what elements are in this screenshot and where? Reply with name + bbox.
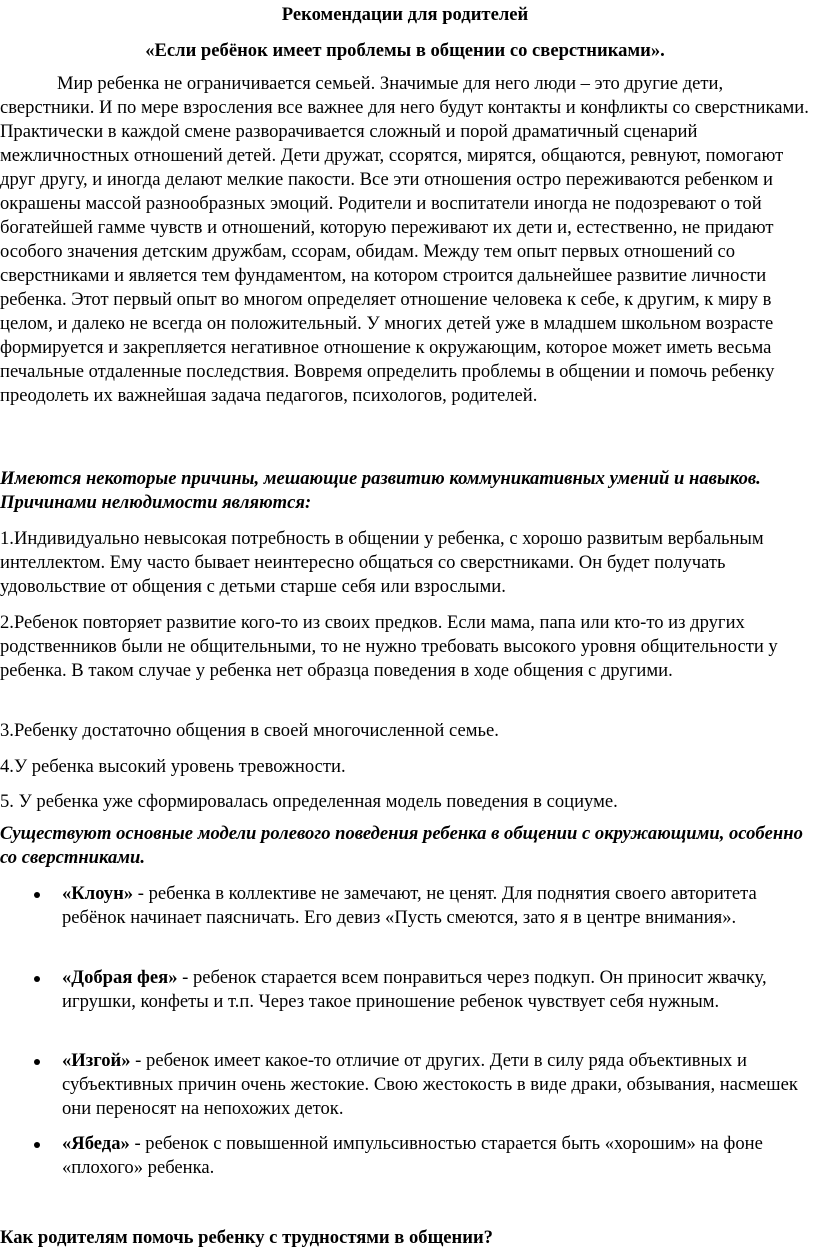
models-heading: Существуют основные модели ролевого поведения ребенка в общении с окружающими, особенно со сверстниками.: [0, 823, 803, 868]
model-name: «Ябеда»: [62, 1133, 130, 1154]
bullet-icon: [34, 1059, 40, 1065]
bullet-icon: [34, 976, 40, 982]
model-name: «Добрая фея»: [62, 967, 178, 988]
list-item: [62, 1132, 807, 1180]
model-text: - ребенка в коллективе не замечают, не ценят. Для поднятия своего авторитета ребёнок начинает паясничать. Его девиз «Пусть смеются, зато я в центре внимания».: [62, 883, 757, 928]
list-item: [62, 1049, 807, 1121]
cause-item: 3.Ребенку достаточно общения в своей многочисленной семье.: [0, 720, 499, 741]
bullet-icon: [34, 1142, 40, 1148]
model-name: «Клоун»: [62, 883, 134, 904]
model-name: «Изгой»: [62, 1050, 131, 1071]
list-item: [62, 882, 807, 930]
intro-paragraph: Мир ребенка не ограничивается семьей. Значимые для него люди – это другие дети, сверстники. И по мере взросления все важнее для него будут контакты и конфликты со сверстниками. Практически в каждой смене разворачивается сложный и порой драматичный сценарий межличностных отношений детей. Дети дружат, ссорятся, мирятся, общаются, ревнуют, помогают друг другу, и иногда делают мелкие пакости. Все эти отношения остро переживаются ребенком и окрашены массой разнообразных эмоций. Родители и воспитатели иногда не подозревают о той богатейшей гамме чувств и отношений, которую переживают их дети и, естественно, не придают особого значения детским дружбам, ссорам, обидам. Между тем опыт первых отношений со сверстниками и является тем фундаментом, на котором строится дальнейшее развитие личности ребенка. Этот первый опыт во многом определяет отношение человека к себе, к другим, к миру в целом, и далеко не всегда он положительный. У многих детей уже в младшем школьном возрасте формируется и закрепляется негативное отношение к окружающим, которое может иметь весьма печальные отдаленные последствия. Вовремя определить проблемы в общении и помочь ребенку преодолеть их важнейшая задача педагогов, психологов, родителей.: [0, 73, 809, 406]
cause-item: 2.Ребенок повторяет развитие кого-то из своих предков. Если мама, папа или кто-то из других родственников были не общительными, то не нужно требовать высокого уровня общительности у ребенка. В таком случае у ребенка нет образца поведения в ходе общения с другими.: [0, 612, 778, 681]
model-text: - ребенок с повышенной импульсивностью старается быть «хорошим» на фоне «плохого» ребенка.: [62, 1133, 763, 1178]
causes-heading: Имеются некоторые причины, мешающие развитию коммуникативных умений и навыков. Причинами нелюдимости являются:: [0, 468, 761, 513]
model-text: - ребенок старается всем понравиться через подкуп. Он приносит жвачку, игрушки, конфеты и т.п. Через такое приношение ребенок чувствует себя нужным.: [62, 967, 767, 1012]
document-subtitle: «Если ребёнок имеет проблемы в общении со сверстниками».: [145, 40, 665, 61]
list-item: [62, 966, 807, 1014]
cause-item: 4.У ребенка высокий уровень тревожности.: [0, 756, 346, 777]
model-text: - ребенок имеет какое-то отличие от других. Дети в силу ряда объективных и субъективных причин очень жестокие. Свою жестокость в виде драки, обзывания, насмешек они переносят на непохожих деток.: [62, 1050, 798, 1119]
cause-item: 1.Индивидуально невысокая потребность в общении у ребенка, с хорошо развитым вербальным интеллектом. Ему часто бывает неинтересно общаться со сверстниками. Он будет получать удовольствие от общения с детьми старше себя или взрослыми.: [0, 528, 764, 597]
document-title: Рекомендации для родителей: [281, 4, 529, 25]
help-heading: Как родителям помочь ребенку с трудностями в общении?: [0, 1227, 493, 1248]
cause-item: 5. У ребенка уже сформировалась определенная модель поведения в социуме.: [0, 791, 618, 812]
bullet-icon: [34, 892, 40, 898]
